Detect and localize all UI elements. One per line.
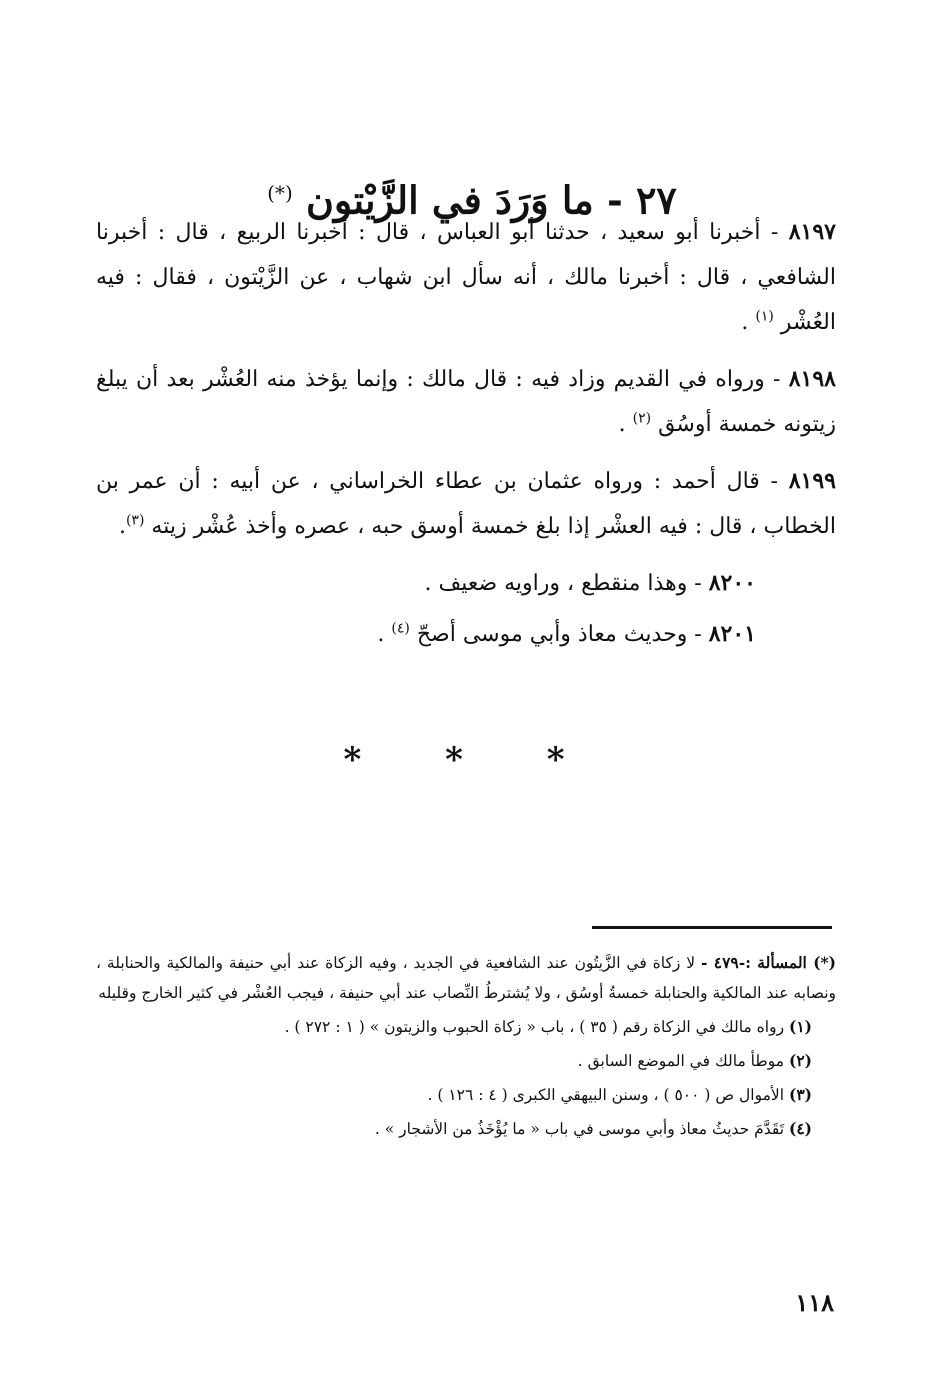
chapter-title-marker: (*): [267, 181, 293, 206]
footnote-ref: (١): [755, 308, 774, 325]
hadith-paragraph: [96, 210, 836, 345]
footnote-item: [96, 1114, 836, 1144]
footnote-issue-text: لا زكاة في الزَّيتُون عند الشافعية في الجديد ، وفيه الزكاة عند أبي حنيفة والمالكية والحنابلة ، ونصابه عند المالكية والحنابلة خمسةُ أوسُق ، ولا يُشترطُ النِّصاب عند أبي حنيفة ، فيجب العُشْر في كثير الخارج وقليله: [96, 954, 836, 1002]
paragraph-number: ٨٢٠١: [708, 621, 756, 647]
hadith-paragraph: [96, 459, 836, 549]
paragraph-number: ٨٢٠٠: [708, 570, 756, 596]
footnote-item: [96, 1046, 836, 1076]
hadith-paragraph: [96, 561, 836, 606]
paragraph-number: ٨١٩٧: [788, 219, 836, 245]
footnotes: [96, 948, 836, 1148]
footnote-issue: [96, 948, 836, 1008]
footnote-text: موطأ مالك في الموضع السابق .: [577, 1052, 789, 1070]
footnote-item: [96, 1080, 836, 1110]
footnote-ref: (٢): [632, 410, 652, 427]
paragraph-text: - أخبرنا أبو سعيد ، حدثنا أبو العباس ، قال : أخبرنا الربيع ، قال : أخبرنا الشافعي ، قال : أخبرنا مالك ، أنه سأل ابن شهاب ، عن الزَّيْتون ، فقال : فيه العُشْر: [96, 220, 836, 335]
footnote-number: (٢): [788, 1051, 812, 1070]
section-separator: * * *: [343, 740, 601, 780]
paragraph-number: ٨١٩٨: [788, 366, 836, 392]
footnote-text: الأموال ص ( ٥٠٠ ) ، وسنن البيهقي الكبرى ( ٤ : ١٢٦ ) .: [427, 1086, 789, 1104]
paragraph-end: .: [618, 412, 633, 437]
footnote-item: [96, 1012, 836, 1042]
paragraph-text: - ورواه في القديم وزاد فيه : قال مالك : وإنما يؤخذ منه العُشْر بعد أن يبلغ زيتونه خمسة أوسُق: [96, 367, 836, 437]
footnote-ref: (٣): [125, 512, 145, 529]
chapter-title-text: ٢٧ - ما وَرَدَ في الزَّيْتون: [306, 178, 677, 224]
hadith-paragraph: [96, 357, 836, 447]
footnote-issue-lead: (*) المسألة :-٤٧٩ -: [700, 953, 836, 972]
paragraph-end: .: [377, 622, 392, 647]
hadith-paragraph: [96, 612, 836, 657]
page-number: ١١٨: [795, 1288, 834, 1317]
paragraph-text: - وهذا منقطع ، وراويه ضعيف .: [424, 571, 709, 596]
footnote-ref: (٤): [391, 620, 410, 637]
paragraph-end: .: [741, 310, 756, 335]
footnote-number: (٤): [788, 1119, 812, 1138]
footnote-number: (١): [788, 1017, 812, 1036]
paragraph-number: ٨١٩٩: [788, 468, 836, 494]
paragraph-text: - قال أحمد : ورواه عثمان بن عطاء الخراساني ، عن أبيه : أن عمر بن الخطاب ، قال : فيه العشْر إذا بلغ خمسة أوسق حبه ، عصره وأخذ عُشْر زيته: [96, 469, 836, 539]
footnote-text: رواه مالك في الزكاة رقم ( ٣٥ ) ، باب « زكاة الحبوب والزيتون » ( ١ : ٢٧٢ ) .: [284, 1018, 789, 1036]
footnote-text: تَقَدَّمَ حديثُ معاذ وأبي موسى في باب « ما يُؤْخَذُ من الأشجار » .: [374, 1120, 789, 1138]
main-text: [96, 210, 836, 657]
paragraph-text: - وحديث معاذ وأبي موسى أصحّ: [409, 622, 709, 647]
footnote-divider: [592, 926, 832, 929]
footnote-number: (٣): [788, 1085, 812, 1104]
paragraph-end: .: [118, 514, 126, 539]
